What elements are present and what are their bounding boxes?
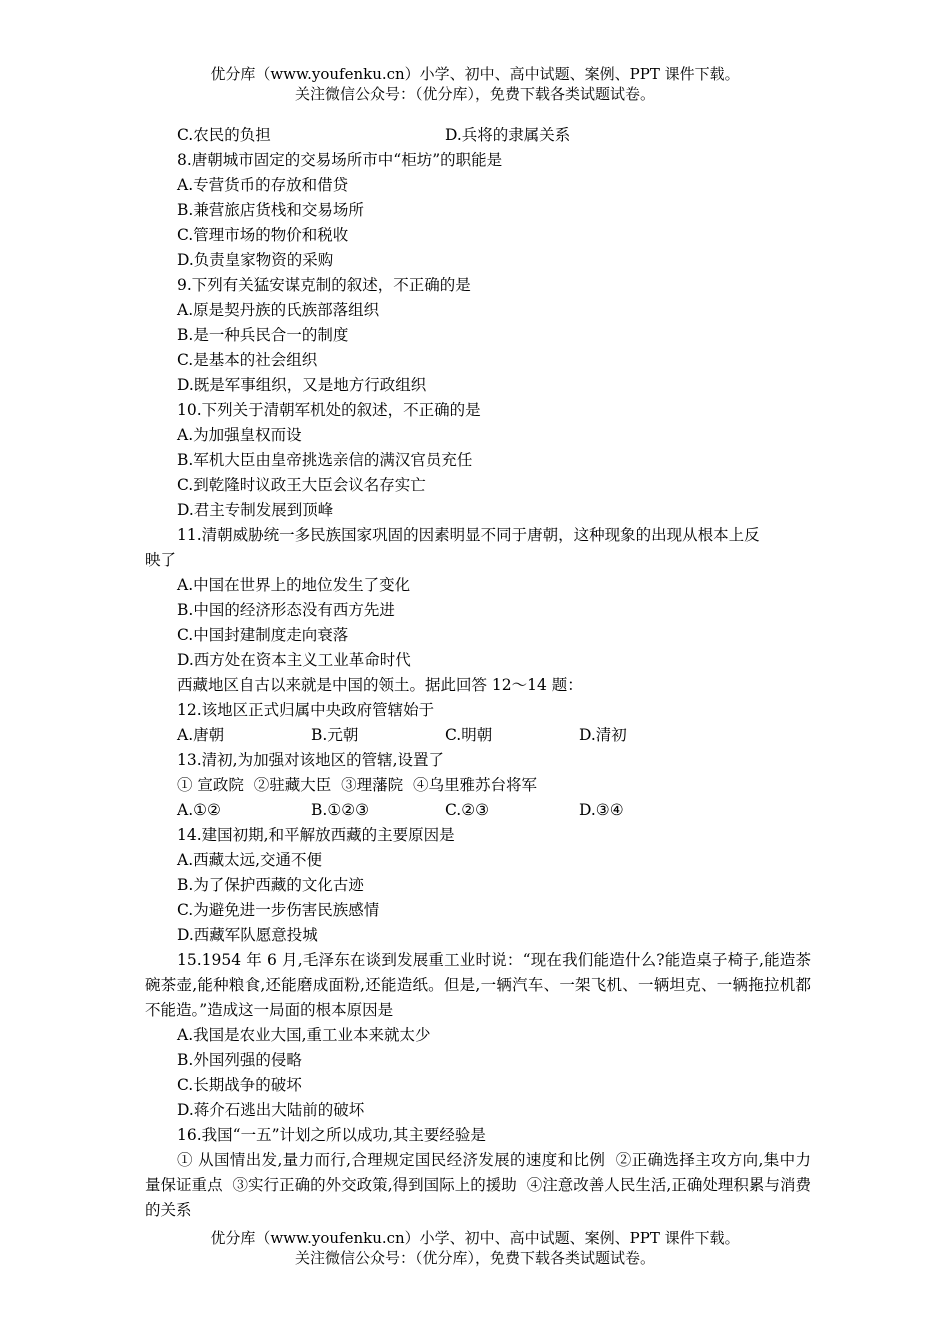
q13-option-c: C.②③ bbox=[445, 801, 490, 819]
footer-line-2: 关注微信公众号：（优分库），免费下载各类试题试卷。 bbox=[294, 1249, 655, 1267]
q9-stem: 9.下列有关猛安谋克制的叙述，不正确的是 bbox=[177, 276, 471, 294]
q10-stem: 10.下列关于清朝军机处的叙述，不正确的是 bbox=[177, 401, 481, 419]
q8-option-c: C.管理市场的物价和税收 bbox=[177, 226, 349, 244]
q9-option-d: D.既是军事组织，又是地方行政组织 bbox=[177, 376, 427, 394]
q13-items: ① 宣政院 ②驻藏大臣 ③理藩院 ④乌里雅苏台将军 bbox=[177, 776, 537, 794]
q10-option-d: D.君主专制发展到顶峰 bbox=[177, 501, 334, 519]
intro-12-14: 西藏地区自古以来就是中国的领土。据此回答 12～14 题： bbox=[177, 676, 583, 694]
q14-option-a: A.西藏太远,交通不便 bbox=[177, 851, 323, 869]
q7-option-c: C.农民的负担 bbox=[177, 126, 271, 144]
exam-body bbox=[145, 123, 811, 1223]
q11-option-c: C.中国封建制度走向衰落 bbox=[177, 626, 349, 644]
header-line-2: 关注微信公众号：（优分库），免费下载各类试题试卷。 bbox=[294, 85, 655, 103]
q15-option-b: B.外国列强的侵略 bbox=[177, 1051, 302, 1069]
footer-line-1: 优分库（www.youfenku.cn）小学、初中、高中试题、案例、PPT 课件下载。 bbox=[210, 1229, 740, 1247]
q14-stem: 14.建国初期,和平解放西藏的主要原因是 bbox=[177, 826, 455, 844]
q9-option-b: B.是一种兵民合一的制度 bbox=[177, 326, 349, 344]
q10-option-a: A.为加强皇权而设 bbox=[177, 426, 302, 444]
q12-option-d: D.清初 bbox=[579, 726, 627, 744]
q11-option-b: B.中国的经济形态没有西方先进 bbox=[177, 601, 395, 619]
page-header bbox=[0, 64, 950, 104]
q15-option-a: A.我国是农业大国,重工业本来就太少 bbox=[177, 1026, 431, 1044]
q15-option-c: C.长期战争的破坏 bbox=[177, 1076, 302, 1094]
q9-option-c: C.是基本的社会组织 bbox=[177, 351, 318, 369]
q12-options bbox=[145, 723, 811, 748]
q16-items: ① 从国情出发,量力而行,合理规定国民经济发展的速度和比例 ②正确选择主攻方向,集中力量保证重点 ③实行正确的外交政策,得到国际上的援助 ④注意改善人民生活,正确处理积累与消费的关系 bbox=[145, 1151, 811, 1219]
q11-option-a: A.中国在世界上的地位发生了变化 bbox=[177, 576, 411, 594]
q13-option-a: A.①② bbox=[177, 801, 221, 819]
q15-option-d: D.蒋介石逃出大陆前的破坏 bbox=[177, 1101, 365, 1119]
q13-stem: 13.清初,为加强对该地区的管辖,设置了 bbox=[177, 751, 445, 769]
q12-option-a: A.唐朝 bbox=[177, 726, 225, 744]
q14-option-c: C.为避免进一步伤害民族感情 bbox=[177, 901, 380, 919]
q12-option-b: B.元朝 bbox=[311, 726, 359, 744]
q8-option-a: A.专营货币的存放和借贷 bbox=[177, 176, 349, 194]
q8-stem: 8.唐朝城市固定的交易场所市中“柜坊”的职能是 bbox=[177, 151, 503, 169]
q13-option-d: D.③④ bbox=[579, 801, 624, 819]
q15-stem: 15.1954 年 6 月,毛泽东在谈到发展重工业时说：“现在我们能造什么?能造桌子椅子,能造茶碗茶壶,能种粮食,还能磨成面粉,还能造纸。但是,一辆汽车、一架飞机、一辆坦克、一辆拖拉机都不能造。”造成这一局面的根本原因是 bbox=[145, 951, 811, 1019]
q7-options bbox=[145, 123, 811, 148]
q8-option-d: D.负责皇家物资的采购 bbox=[177, 251, 334, 269]
q12-stem: 12.该地区正式归属中央政府管辖始于 bbox=[177, 701, 435, 719]
q13-options bbox=[145, 798, 811, 823]
q11-option-d: D.西方处在资本主义工业革命时代 bbox=[177, 651, 411, 669]
q8-option-b: B.兼营旅店货栈和交易场所 bbox=[177, 201, 364, 219]
q11-stem-line-2: 映了 bbox=[145, 551, 177, 569]
q13-option-b: B.①②③ bbox=[311, 801, 370, 819]
header-line-1: 优分库（www.youfenku.cn）小学、初中、高中试题、案例、PPT 课件下载。 bbox=[210, 65, 740, 83]
q10-option-c: C.到乾隆时议政王大臣会议名存实亡 bbox=[177, 476, 426, 494]
q11-stem-line-1: 11.清朝威胁统一多民族国家巩固的因素明显不同于唐朝，这种现象的出现从根本上反 bbox=[177, 526, 760, 544]
q14-option-b: B.为了保护西藏的文化古迹 bbox=[177, 876, 364, 894]
q7-option-d: D.兵将的隶属关系 bbox=[445, 126, 571, 144]
q10-option-b: B.军机大臣由皇帝挑选亲信的满汉官员充任 bbox=[177, 451, 473, 469]
page-footer bbox=[0, 1228, 950, 1268]
q14-option-d: D.西藏军队愿意投城 bbox=[177, 926, 318, 944]
q9-option-a: A.原是契丹族的氏族部落组织 bbox=[177, 301, 380, 319]
q12-option-c: C.明朝 bbox=[445, 726, 493, 744]
q16-stem: 16.我国“一五”计划之所以成功,其主要经验是 bbox=[177, 1126, 486, 1144]
